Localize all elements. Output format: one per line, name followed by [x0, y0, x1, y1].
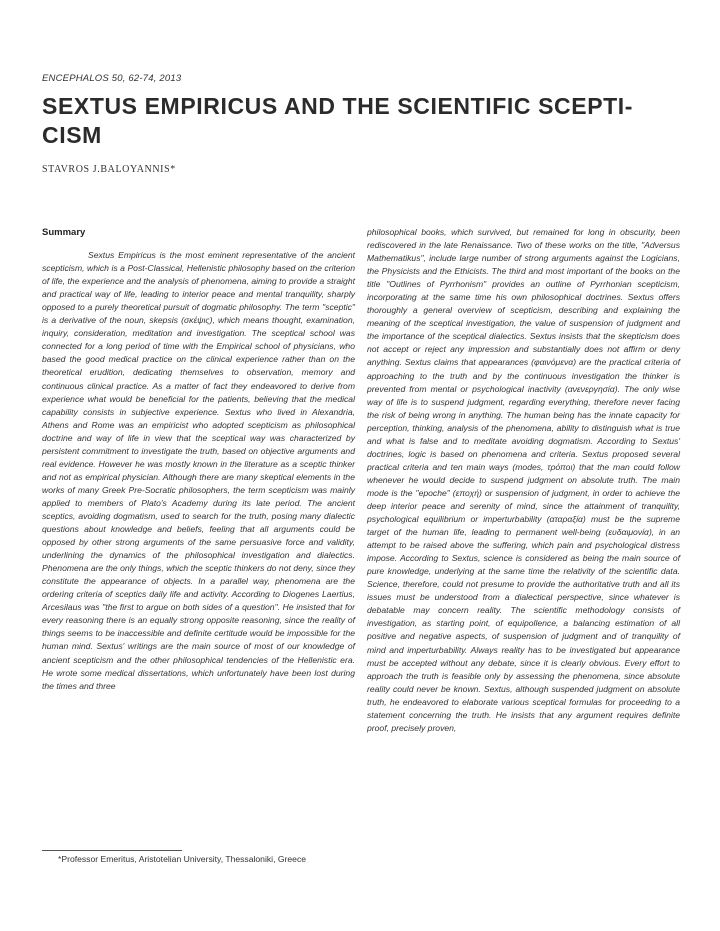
- footnote-divider: [42, 850, 182, 851]
- author-footnote: *Professor Emeritus, Aristotelian University, Thessaloniki, Greece: [58, 854, 307, 864]
- summary-heading: Summary: [42, 227, 86, 238]
- left-column: [42, 226, 355, 693]
- article-title: SEXTUS EMPIRICUS AND THE SCIENTIFIC SCEPTI- CISM: [42, 93, 634, 148]
- summary-paragraph-continued: philosophical books, which survived, but remained for long in obscurity, been rediscovered in the late Renaissance. Two of these works on the title, "Adversus Mathematikus", include large number of strong arguments against the Logicians, the Physicists and the Ethicists. The third and most important of the books on the title "Outlines of Pyrrhonism" provides an outline of Pyrrhonian scepticism, incorporating at the same time his own philosophical doctrines. Sextus offers thoroughly a general overview of scepticism, describing and explaining the meaning of the sceptical investigation, the value of suspension of judgment and the importance of the sceptical dialectics. Sextus insists that the skepticism does not accept or reject any impression and substantially does not affirm or deny anything. Sextus claims that appearances (φαινόμενα) are the practical criteria of approaching to the truth and by the continuous investigation the thinker is prevented from mental or psychological inactivity (ανενεργησία). The only wise way of life is to suspend judgment, regarding everything, therefore never facing the risk of being wrong in anything. The human being has the innate capacity for perception, thinking, analysis of the phenomena, ability to distinguish what is true and what is false and to meditate avoiding dogmatism. According to Sextus' doctrines, logic is based on phenomena and criteria. Sextus proposed several practical criteria and ten main ways (modes, τρόποι) that the man could follow whenever he would decide to suspend judgment on absolute truth. The main mode is the "epoche" (εποχή) or suspension of judgment, in order to achieve the deep interior peace and serenity of mind, since the attainment of tranquility, psychological equilibrium or imperturbability (αταραξία) must be the supreme target of the human life, leading to permanent well-being (ευδαιμονία), in an attempt to be raised above the suffering, which pain and psychological distress impose. According to Sextus, science is considered as being the main source of pure knowledge, underlying at the same time the relativity of the scientific data. Science, therefore, could not presume to provide the authoritative truth and all its issues must be understood from a dialectical perspective, since whatever is debatable may concern reality. The scientific methodology consists of investigation, as starting point, of equipollence, a balancing estimation of all positive and negative aspects, of suspension of judgment and of tranquility of mind and imperturbability. Always reality has to be investigated but appearance must be accepted without any debate, since it is clearly obvious. Every effort to approach the truth is feasible only by assessing the phenomena, since absolute reality could never be known. Sextus, although suspended judgment on absolute truth, he endeavored to elaborate various sceptical formulas for proceeding to a statement concerning the truth. He insists that any argument requires definite proof, precisely proven,: [367, 227, 680, 733]
- journal-citation: ENCEPHALOS 50, 62-74, 2013: [42, 73, 182, 84]
- summary-paragraph: Sextus Empiricus is the most eminent representative of the ancient scepticism, which is a Post-Classical, Hellenistic philosophy based on the criterion of life, the experience and the analysis of phenomena, aiming to provide a straight and practical way of life, leading to interior peace and mental tranquility, sharply opposed to a purely theoretical pursuit of dogmatic philosophy. The term "sceptic" is a derivative of the noun, skepsis (σκέψις), which means thought, examination, inquiry, consideration, meditation and investigation. The sceptical school was connected for a long period of time with the Empirical school of physicians, who based the good medical practice on the clinical experience rather than on the theoretical erudition, dedicating themselves to observation, memory and continuous clinical practice. As a matter of fact they endeavored to derive from experience what would be beneficial for the patients, believing that the medical capability consists in subjective experience. Sextus who lived in Alexandria, Athens and Rome was an empiricist who adopted scepticism as philosophical doctrine and way of life in view that the sceptical way was characterized by persistent commitment to investigate the truth, based on objective arguments and real evidence. However he was mostly known in the literature as a sceptic thinker and not as empirical physician. Although there are many skeptical elements in the works of many Greek Pre-Socratic philosophers, the term scepticism was mainly applied to members of Plato's Academy during its late period. The ancient sceptics, avoiding dogmatism, used to search for the truth, posing many dialectic questions about knowledge and beliefs, feeling that all arguments could be opposed by other strong arguments of the same persuasive force and validity, underlining the dynamics of the philosophical investigation and dialectics. Phenomena are the only things, which the sceptic thinkers do not deny, since they constitute the appearance of objects. In a parallel way, phenomena are the ordering criteria of sceptics daily life and activity. According to Diogenes Laertius, Arcesilaus was "the first to argue on both sides of a question". He insisted that for every reasoning there is an equally strong opposite reasoning, since the reality of things seems to be inaccessible and definite certitude would be impossible for the human mind. Sextus' writings are the main source of most of our knowledge of ancient scepticism and the other philosophical tendencies of the Hellenistic era. He wrote some medical dissertations, which unfortunately have been lost during the times and three: [42, 250, 355, 691]
- author-name: STAVROS J.BALOYANNIS*: [42, 164, 176, 175]
- right-column: [367, 226, 680, 735]
